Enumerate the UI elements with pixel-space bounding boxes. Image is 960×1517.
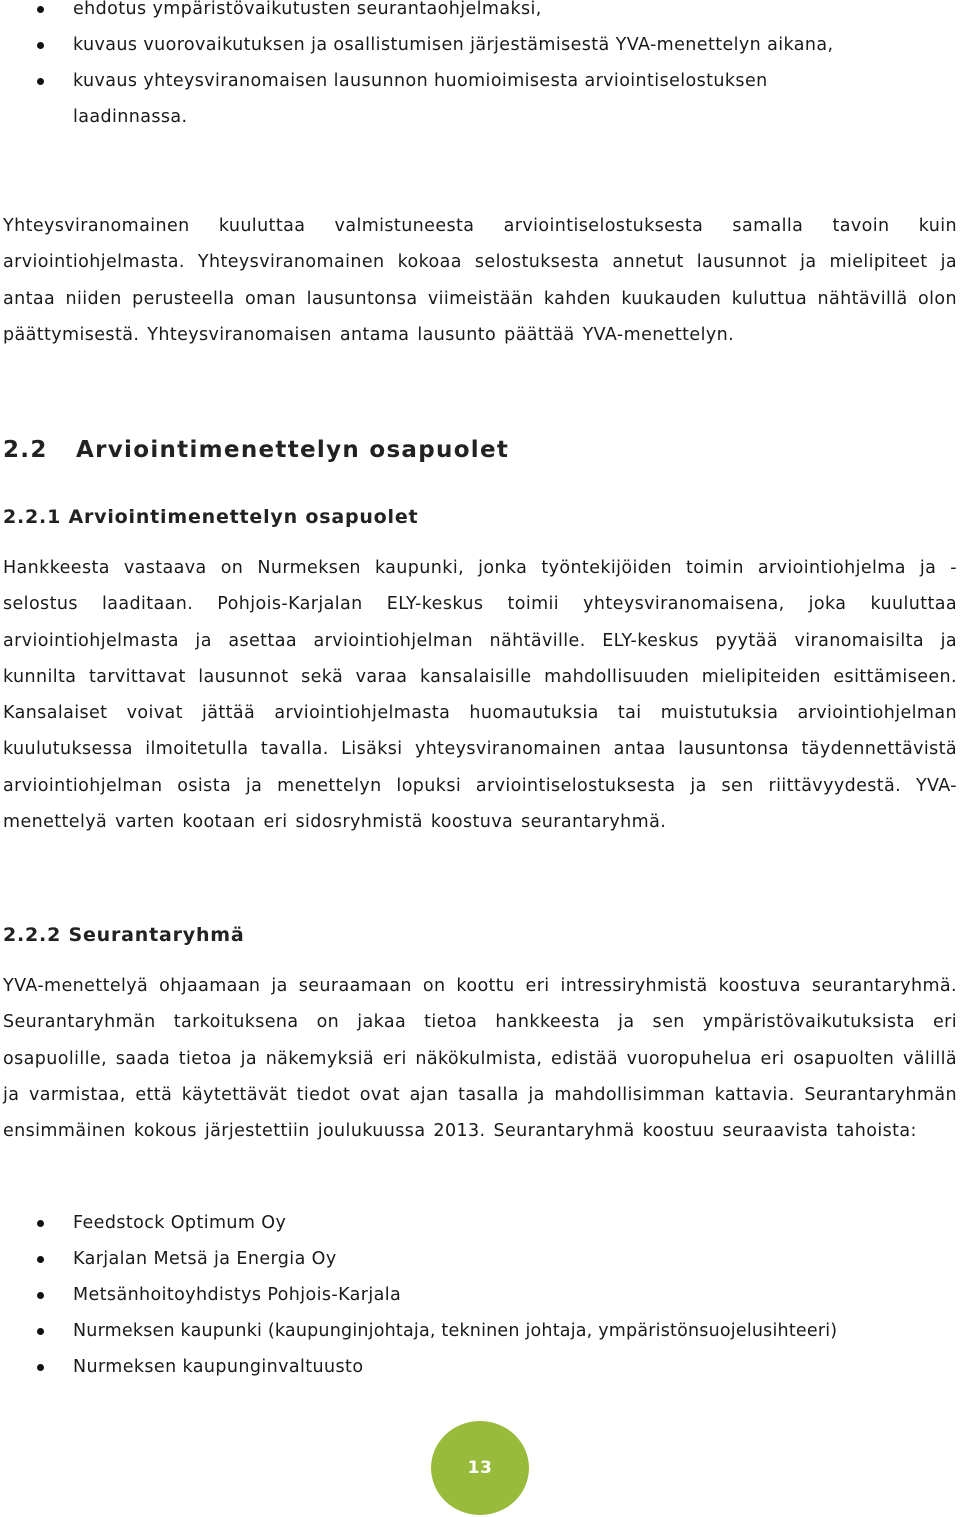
section-number: 2.2 — [3, 437, 48, 463]
paragraph-parties: Hankkeesta vastaava on Nurmeksen kaupunki, jonka työntekijöiden toimin arviointiohjelma ja -selostus laaditaan. Pohjois-Karjalan ELY-keskus toimii yhteysviranomaisena, joka kuuluttaa arviointiohjelmasta ja asettaa arviointiohjelman nähtäville. ELY-keskus pyytää viranomaisilta ja kunnilta tarvittavat lausunnot sekä varaa kansalaisille mahdollisuuden mielipiteiden esittämiseen. Kansalaiset voivat jättää arviointiohjelmasta huomautuksia tai muistutuksia arviointiohjelman kuulutuksessa ilmoitetulla tavalla. Lisäksi yhteysviranomainen antaa lausuntonsa täydennettävistä arviointiohjelman osista ja menettelyn lopuksi arviointiselostuksesta ja sen riittävyydestä. YVA-menettelyä varten kootaan eri sidosryhmistä koostuva seurantaryhmä. — [3, 558, 957, 833]
section-heading-2-2 — [3, 437, 509, 463]
paragraph-evaluation-report: Yhteysviranomainen kuuluttaa valmistuneesta arviointiselostuksesta samalla tavoin kuin arviointiohjelmasta. Yhteysviranomainen kokoaa selostuksesta annetut lausunnot ja mielipiteet ja antaa niiden perusteella oman lausuntonsa viimeistään kahden kuukauden kuluttua nähtävillä olon päättymisestä. Yhteysviranomaisen antama lausunto päättää YVA-menettelyn. — [3, 216, 957, 345]
list-item: Nurmeksen kaupunki (kaupunginjohtaja, tekninen johtaja, ympäristönsuojelusihteeri) — [0, 1313, 960, 1349]
list-item: Metsänhoitoyhdistys Pohjois-Karjala — [0, 1277, 960, 1313]
page-number-badge — [431, 1421, 529, 1515]
paragraph-steering-group: YVA-menettelyä ohjaamaan ja seuraamaan on koottu eri intressiryhmistä koostuva seurantaryhmä. Seurantaryhmän tarkoituksena on jakaa tietoa hankkeesta ja sen ympäristövaikutuksista eri osapuolille, saada tietoa ja näkemyksiä eri näkökulmista, edistää vuoropuhelua eri osapuolten välillä ja varmistaa, että käytettävät tiedot ovat ajan tasalla ja mahdollisimman kattavia. Seurantaryhmän ensimmäinen kokous järjestettiin joulukuussa 2013. Seurantaryhmä koostuu seuraavista tahoista: — [3, 976, 957, 1142]
steering-group-member-list — [0, 1205, 960, 1385]
list-item: kuvaus vuorovaikutuksen ja osallistumisen järjestämisestä YVA-menettelyn aikana, — [0, 27, 960, 63]
top-bullet-list — [0, 0, 960, 135]
subsection-heading-2-2-2: 2.2.2 Seurantaryhmä — [3, 924, 245, 946]
page-number: 13 — [467, 1458, 493, 1478]
list-item: kuvaus yhteysviranomaisen lausunnon huomioimisesta arviointiselostuksen laadinnassa. — [0, 63, 896, 135]
subsection-heading-2-2-1: 2.2.1 Arviointimenettelyn osapuolet — [3, 506, 419, 528]
list-item: Nurmeksen kaupunginvaltuusto — [0, 1349, 960, 1385]
section-title: Arviointimenettelyn osapuolet — [76, 437, 510, 463]
list-item: ehdotus ympäristövaikutusten seurantaohjelmaksi, — [0, 0, 960, 27]
list-item: Karjalan Metsä ja Energia Oy — [0, 1241, 960, 1277]
list-item: Feedstock Optimum Oy — [0, 1205, 960, 1241]
